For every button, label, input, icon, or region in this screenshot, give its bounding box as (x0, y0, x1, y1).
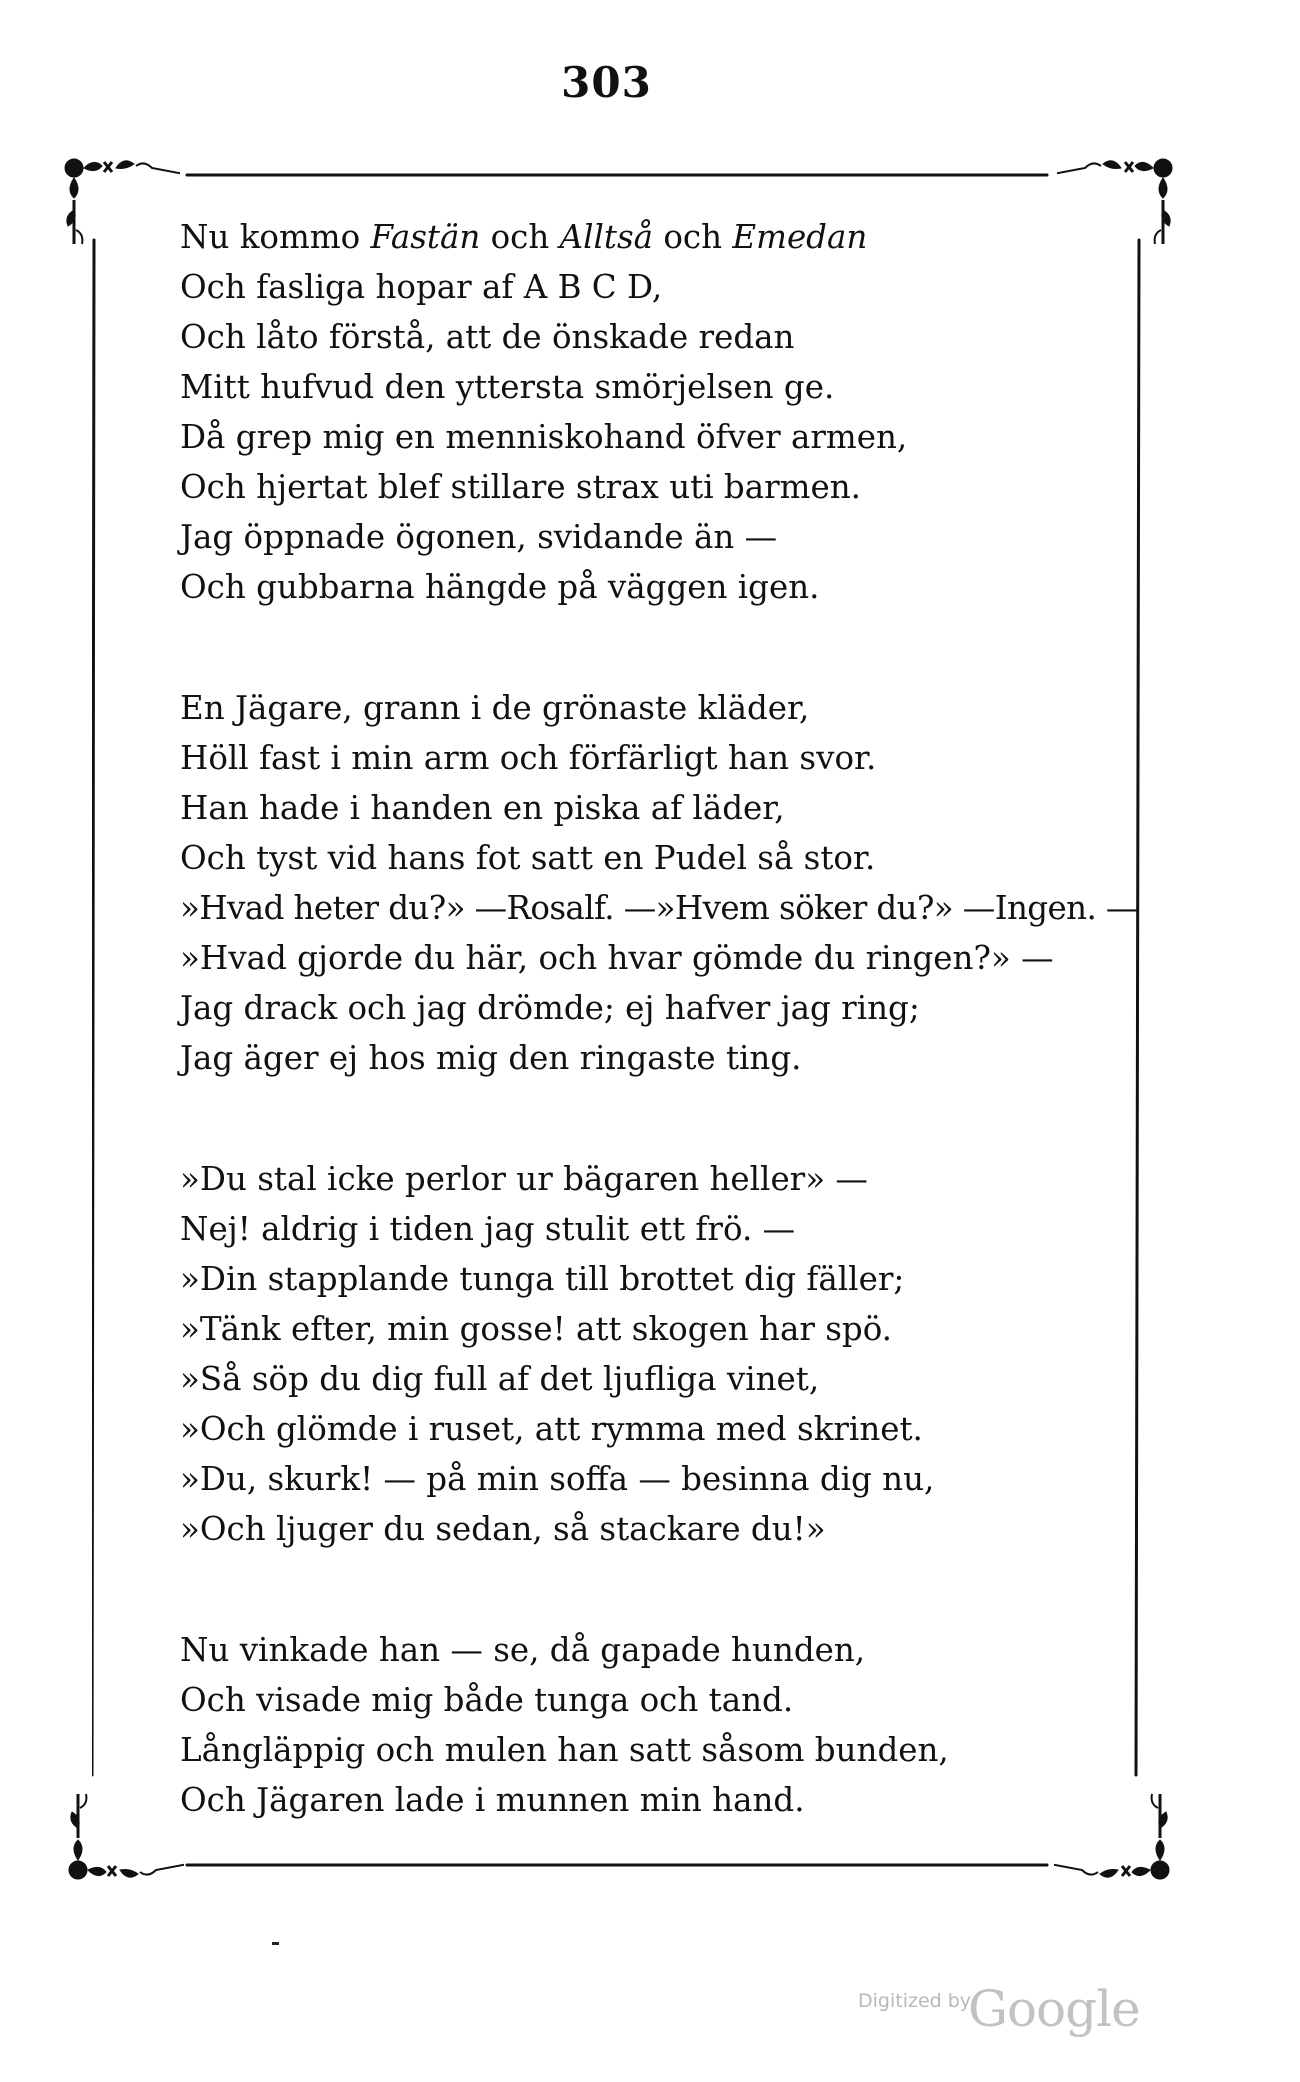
poem-line: Och Jägaren lade i munnen min hand. (180, 1781, 805, 1819)
poem-line: Och fasliga hopar af A B C D, (180, 268, 663, 306)
ink-speck (272, 1942, 279, 1945)
line-text: och (653, 218, 733, 256)
poem-line: Och låto förstå, att de önskade redan (180, 318, 795, 356)
stanza-2 (180, 683, 1138, 1083)
poem-line: Nu vinkade han — se, då gapade hunden, (180, 1631, 866, 1669)
poem-line: En Jägare, grann i de grönaste kläder, (180, 689, 810, 727)
poem-line (180, 212, 1100, 262)
line-text: och (480, 218, 560, 256)
poem-line: Långläppig och mulen han satt såsom bunden, (180, 1731, 949, 1769)
google-watermark: Google (968, 1980, 1140, 2038)
poem-line: »Hvad heter du?» —Rosalf. —»Hvem söker du?» —Ingen. — (180, 889, 1138, 927)
poem-line: »Du stal icke perlor ur bägaren heller» — (180, 1160, 868, 1198)
digitized-by-label: Digitized by (858, 1990, 972, 2012)
poem-line: »Din stapplande tunga till brottet dig fäller; (180, 1260, 905, 1298)
poem-line: »Och glömde i ruset, att rymma med skrinet. (180, 1410, 923, 1448)
poem-line: Och hjertat blef stillare strax uti barmen. (180, 468, 861, 506)
poem-line: Och visade mig både tunga och tand. (180, 1681, 794, 1719)
italic-word: Alltså (559, 218, 654, 256)
floral-corner-ornament-icon (64, 1780, 184, 1890)
italic-word: Fastän (370, 218, 481, 256)
poem-line: »Hvad gjorde du här, och hvar gömde du ringen?» — (180, 939, 1054, 977)
poem-line: »Tänk efter, min gosse! att skogen har spö. (180, 1310, 893, 1348)
stanza-3 (180, 1154, 1100, 1554)
poem-line: Mitt hufvud den yttersta smörjelsen ge. (180, 368, 835, 406)
poem-line: Och tyst vid hans fot satt en Pudel så stor. (180, 839, 876, 877)
italic-word: Emedan (732, 218, 868, 256)
poem-line: Jag öppnade ögonen, svidande än — (180, 518, 778, 556)
stanza-4 (180, 1625, 1100, 1825)
poem-line: Höll fast i min arm och förfärligt han svor. (180, 739, 877, 777)
poem-line: »Så söp du dig full af det ljufliga vinet, (180, 1360, 820, 1398)
poem-line: Jag äger ej hos mig den ringaste ting. (180, 1039, 802, 1077)
floral-corner-ornament-icon (60, 148, 180, 248)
page-number: 303 (561, 58, 652, 107)
poem-line: Han hade i handen en piska af läder, (180, 789, 785, 827)
poem-line: »Du, skurk! — på min soffa — besinna dig nu, (180, 1460, 935, 1498)
poem-line: Nej! aldrig i tiden jag stulit ett frö. — (180, 1210, 796, 1248)
poem-line: Jag drack och jag drömde; ej hafver jag ring; (180, 989, 920, 1027)
line-text: Nu kommo (180, 218, 371, 256)
poem-body (180, 212, 1138, 1825)
stanza-1 (180, 212, 1100, 612)
poem-line: Och gubbarna hängde på väggen igen. (180, 568, 820, 606)
poem-line: »Och ljuger du sedan, så stackare du!» (180, 1510, 826, 1548)
poem-line: Då grep mig en menniskohand öfver armen, (180, 418, 908, 456)
